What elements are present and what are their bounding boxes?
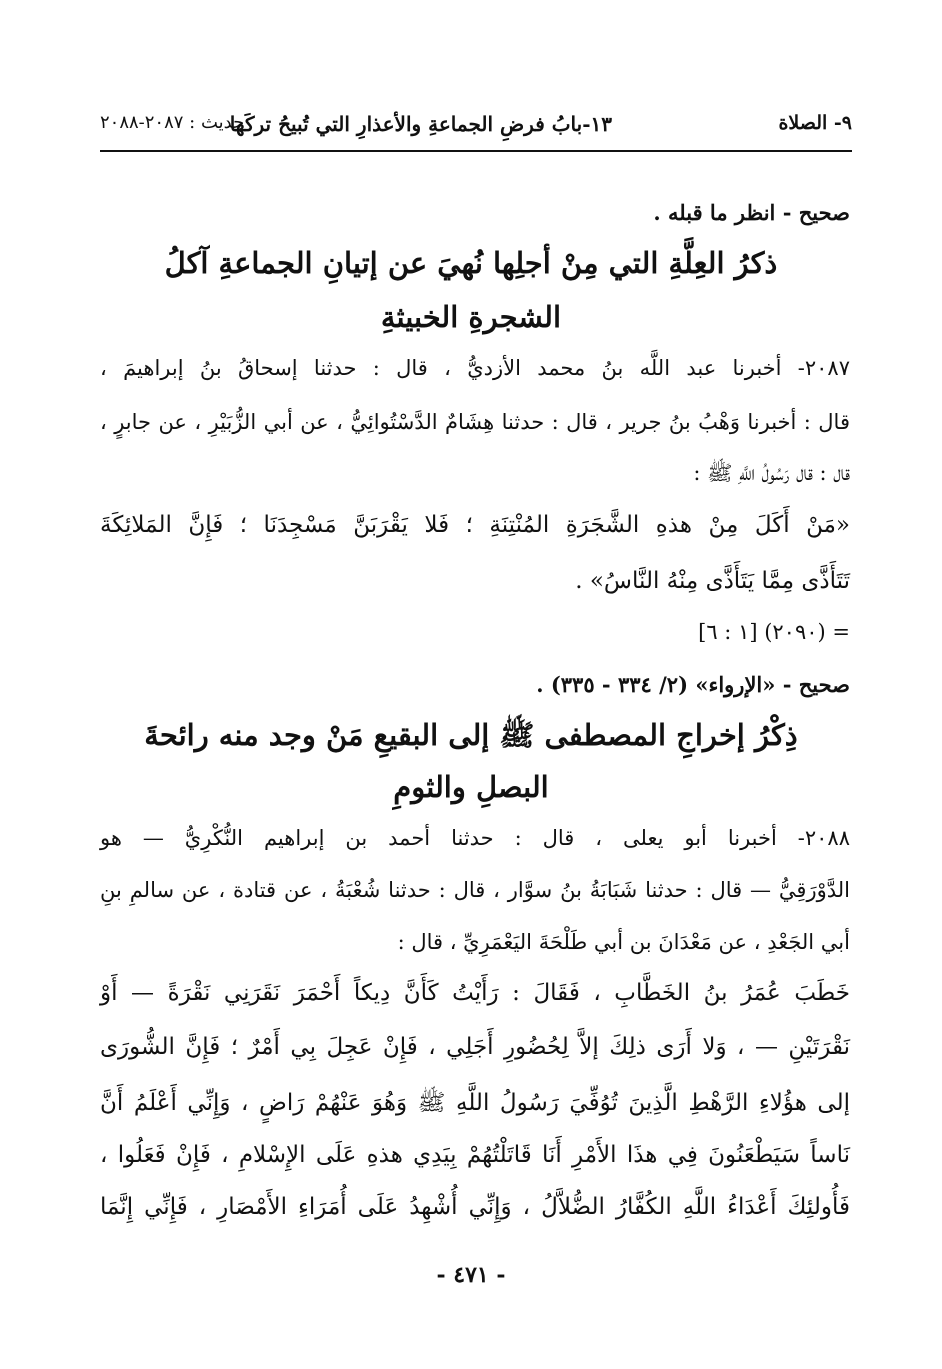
isnad-line: ٢٠٨٨- أخبرنا أبو يعلى ، قال : حدثنا أحمد بن إبراهيم النُّكْرِيُّ — هو — [100, 826, 850, 850]
page-number: - ٤٧١ - — [436, 1262, 506, 1288]
section-title: ١٣-بابُ فرضِ الجماعةِ والأعذارِ التي تُبيحُ تركَها — [229, 112, 612, 136]
chapter-title: ٩- الصلاة — [778, 112, 852, 134]
isnad-line: قال : أخبرنا وَهْبُ بنُ جرير ، قال : حدثنا هِشَامٌ الدَّسْتُوائِيُّ ، عن أبي الزُّبَيْرِ ، عن جابرٍ ، — [100, 410, 850, 434]
running-header — [100, 112, 852, 148]
isnad-line: قال : قال رَسُولُ اللَّهِ ﷺ : — [693, 461, 850, 485]
hadith-range: حديث : ٢٠٨٧-٢٠٨٨ — [100, 112, 245, 133]
section-heading: ذكرُ العِلَّةِ التي مِنْ أجلِها نُهيَ عن إتيانِ الجماعةِ آكلُ — [164, 246, 778, 280]
header-rule — [100, 150, 852, 152]
cross-reference: = (٢٠٩٠) [١ : ٦] — [698, 620, 850, 644]
hadith-text: نَاساً سَيَطْعَنُونَ فِي هذَا الأَمْرِ أَنَا قَاتَلْتُهُمْ بِيَدِي هذهِ عَلَى الإِسْلامِ ، فَإِنْ فَعَلُوا ، — [100, 1142, 850, 1168]
hadith-text: خَطَبَ عُمَرُ بنُ الخَطَّابِ ، فَقَالَ : رَأَيْتُ كَأَنَّ دِيكاً أَحْمَرَ نَقَرَنِي نَقْرَةً — أَوْ — [100, 980, 850, 1006]
grading-note: صحيح - «الإرواء» (٢/ ٣٣٤ - ٣٣٥) . — [536, 672, 850, 697]
grading-note: صحيح - انظر ما قبله . — [653, 200, 850, 225]
section-heading-cont: البصلِ والثومِ — [393, 770, 549, 804]
hadith-text: إلى هؤُلاءِ الرَّهْطِ الَّذِينَ تُوُفِّيَ رَسُولُ اللَّهِ ﷺ وَهُوَ عَنْهُمْ رَاضٍ ، وَإِنِّي أَعْلَمُ أَنَّ — [100, 1090, 850, 1116]
isnad-line: أبي الجَعْدِ ، عن مَعْدَانَ بن أبي طَلْحَةَ اليَعْمَرِيِّ ، قال : — [397, 930, 850, 954]
isnad-line: ٢٠٨٧- أخبرنا عبد اللَّه بنُ محمد الأزديُّ ، قال : حدثنا إسحاقُ بنُ إبراهيمَ ، — [100, 356, 850, 380]
hadith-text: «مَنْ أَكَلَ مِنْ هذهِ الشَّجَرَةِ المُنْتِنَةِ ؛ فَلا يَقْرَبَنَّ مَسْجِدَنَا ؛ فَإِنَّ المَلائِكَةَ — [100, 512, 850, 538]
section-heading: ذِكْرُ إخراجِ المصطفى ﷺ إلى البقيعِ مَنْ وجد منه رائحةَ — [144, 718, 798, 752]
hadith-text: فَأُولئِكَ أَعْدَاءُ اللَّهِ الكُفَّارُ الضُّلاَّلُ ، وَإِنِّي أُشْهِدُ عَلَى أُمَرَاءِ الأَمْصَارِ ، فَإِنِّي إِنَّمَا — [100, 1194, 850, 1220]
section-heading-cont: الشجرةِ الخبيثةِ — [380, 300, 562, 334]
hadith-text: نَقْرَتَيْنِ — ، وَلا أَرَى ذلِكَ إلاَّ لِحُضُورِ أَجَلِي ، فَإِنْ عَجِلَ بِي أَمْرٌ ؛ فَإِنَّ الشُّورَى — [100, 1034, 850, 1060]
hadith-text: تَتَأَذَّى مِمَّا يَتَأَذَّى مِنْهُ النَّاسُ» . — [575, 568, 850, 594]
isnad-line: الدَّوْرَقِيُّ — قال : حدثنا شَبَابَةُ بنُ سوَّار ، قال : حدثنا شُعْبَةُ ، عن قتادة ، عن سالمِ بنِ — [100, 878, 850, 902]
